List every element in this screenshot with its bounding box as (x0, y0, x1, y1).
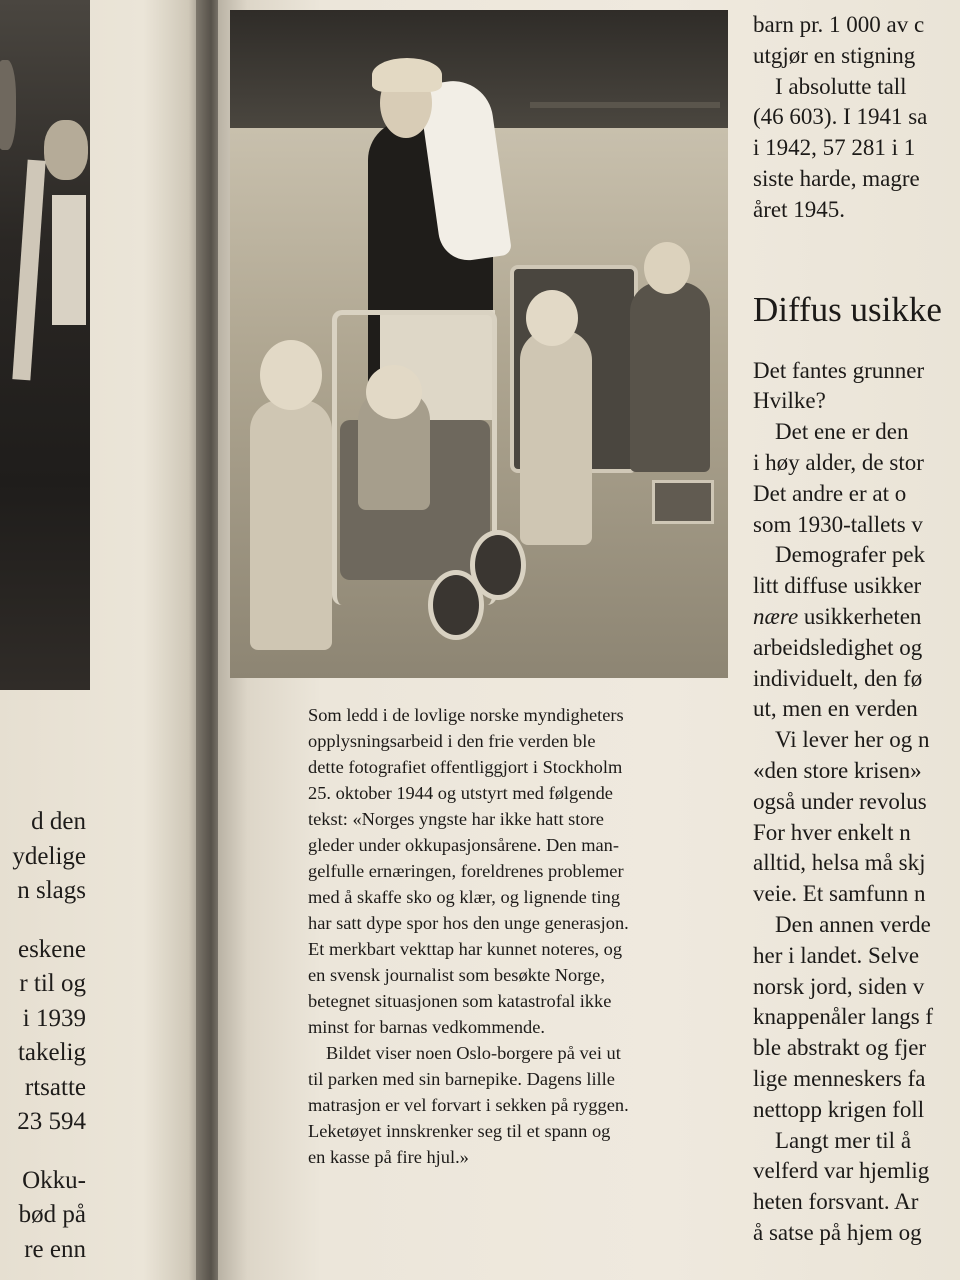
photo-caption: Som ledd i de lovlige norske myndigheters opplysningsarbeid i den frie verden ble dette fotografiet offentliggjort i Stockholm 25. oktober 1944 og utstyrt med følgende tekst: «Norges yngste har ikke hatt store gleder under okkupasjonsårene. Den man- gelfulle ernæringen, foreldrenes problemer med å skaffe sko og klær, og lignende ting har satt dype spor hos den unge generasjon. Et merkbart vekttap har kunnet noteres, og en svensk journalist som besøkte Norge, betegnet situasjonen som katastrofal ikke minst for barnas vedkommende. Bildet viser noen Oslo-borgere på vei ut til parken med sin barnepike. Dagens lille matrasjon er vel forvart i sekken på ryggen. Leketøyet innskrenker seg til et spann og en kasse på fire hjul.» (308, 705, 629, 1167)
left-page (0, 0, 205, 1280)
historical-photo (230, 10, 728, 678)
left-text-block-1: d den ydelige n slags (12, 808, 86, 904)
left-page-photo (0, 0, 90, 690)
section-heading: Diffus usikke (753, 289, 942, 329)
toy-cart (652, 480, 714, 524)
right-page (218, 0, 960, 1280)
boy-figure (630, 282, 710, 472)
child-figure (520, 330, 592, 545)
right-column-text: barn pr. 1 000 av c utgjør en stigning I absolutte tall (46 603). I 1941 sa i 1942, 57 281 i 1 siste harde, magre året 1945. Diffus usikke Det fantes grunner Hvilke? Det ene er den i høy alder, de stor Det andre er at o som 1930-tallets v Demografer pek litt diffuse usikker nære usikkerheten arbeidsledighet og individuelt, den fø ut, men en verden Vi lever her og n «den store krisen» også under revolus For hver enkelt n alltid, helsa må skj veie. Et samfunn n Den annen verde her i landet. Selve norsk jord, siden v knappenåler langs f ble abstrakt og fjer lige menneskers fa nettopp krigen foll Langt mer til å velferd var hjemlig heten forsvant. Ar å satse på hjem og (753, 10, 960, 1249)
left-text-block-2: eskene r til og i 1939 takelig rtsatte 23 594 (17, 935, 86, 1135)
child-figure (250, 400, 332, 650)
left-text-block-3: Okku- bød på re enn (18, 1166, 86, 1263)
left-page-text (0, 805, 200, 1280)
